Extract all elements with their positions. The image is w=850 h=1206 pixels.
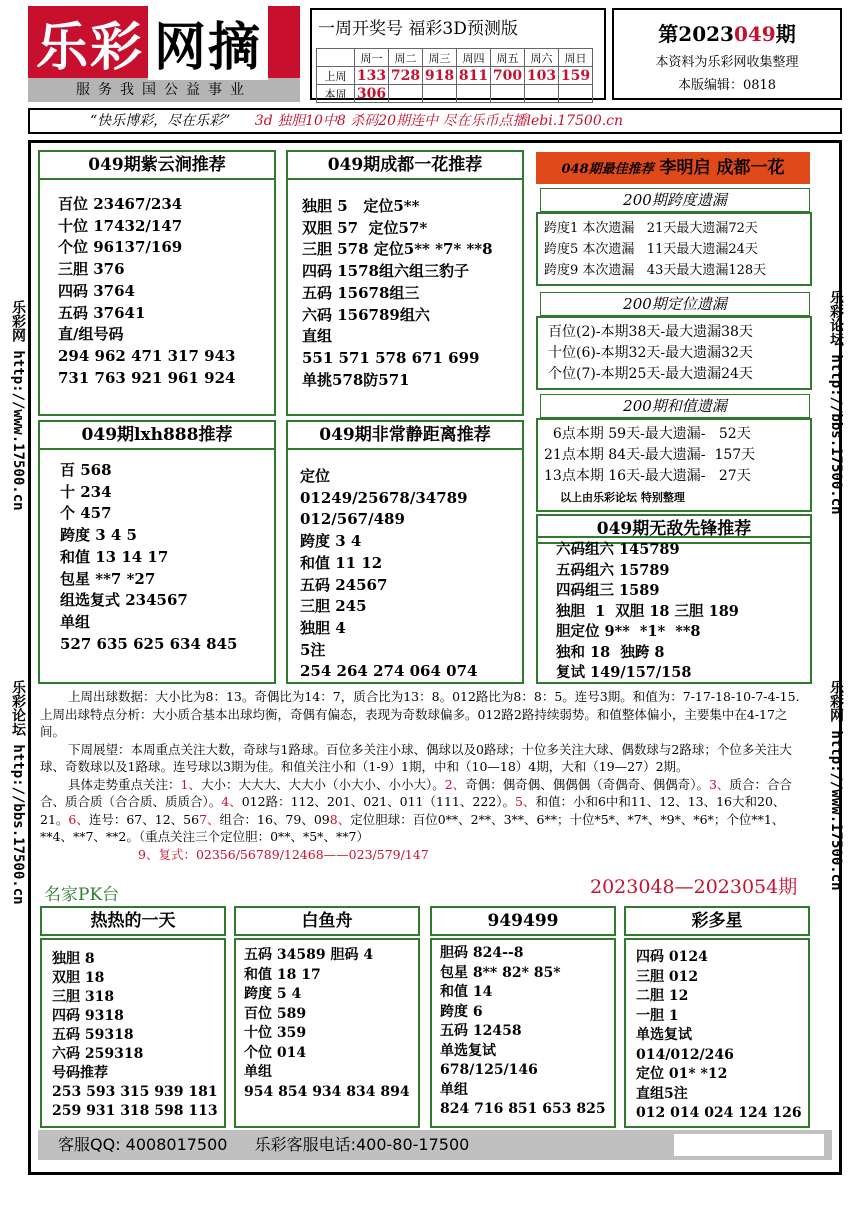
logo-mark (28, 6, 300, 78)
issue-number: 第2023049期 (658, 22, 796, 46)
logo-text-b: 网摘 (148, 5, 268, 80)
panel-body: 独胆 5 定位5** 双胆 57 定位57* 三胆 578 定位5** *7* **8 四码 1578组六组三豹子 五码 15678组三 六码 156789组六 直组 551 571 578 671 699 单挑578防571 (302, 197, 493, 389)
service-qq: 客服QQ: 4008017500 (58, 1135, 228, 1154)
panel-feichangjing (286, 444, 524, 684)
side-url-left-top[interactable]: 乐彩网 http://www.17500.cn (10, 300, 26, 511)
panel-title: 049期lxh888推荐 (38, 420, 276, 450)
draw-number: 159 (559, 67, 593, 85)
issue-range: 2023048—2023054期 (590, 876, 798, 898)
slogan-quote: “快乐博彩，尽在乐彩” (90, 113, 231, 129)
panel-body: 五码 34589 胆码 4 和值 18 17 跨度 5 4 百位 589 十位 359 个位 014 单组 954 854 934 834 894 (244, 947, 410, 1100)
day-header: 周日 (559, 49, 593, 67)
best-recommend-banner: 048期最佳推荐 李明启 成都一花 (536, 152, 810, 184)
contact-bar (38, 1130, 832, 1160)
pk-panel-949499 (430, 938, 616, 1128)
brand-logo (28, 6, 300, 102)
panel-title: 049期紫云涧推荐 (38, 150, 276, 180)
panel-chengduyihua (286, 176, 524, 416)
logo-tagline: 服务我国公益事业 (28, 78, 300, 102)
draw-number: 700 (491, 67, 525, 85)
last-week-analysis: 上周出球数据：大小比为8：13。奇偶比为14：7，质合比为13：8。012路比为8：8：5。连号3期。和值为：7-17-18-10-7-4-15.上周出球特点分析：大小质合基本出球均衡，奇偶有偏态，表现为奇数球偏多。012路2路持续弱势。和值整体偏小，主要集中在4-17之间。 (40, 689, 800, 739)
pk-title: 热热的一天 (40, 906, 226, 936)
panel-body: 胆码 824--8 包星 8** 82* 85* 和值 14 跨度 6 五码 12458 单选复试 678/125/146 单组 824 716 851 653 825 (440, 945, 606, 1117)
panel-body: 百位 23467/234 十位 17432/147 个位 96137/169 三胆 376 四码 3764 五码 37641 直/组号码 294 962 471 317 943 731 763 921 961 924 (58, 195, 236, 387)
side-url-right-bottom[interactable]: 乐彩网 http://www.17500.cn (828, 680, 844, 891)
draw-number: 728 (389, 67, 423, 85)
day-header: 周五 (491, 49, 525, 67)
slogan-bar (28, 108, 842, 134)
side-url-left-bottom[interactable]: 乐彩论坛 http://bbs.17500.cn (10, 680, 26, 905)
draw-number: 918 (423, 67, 457, 85)
span-miss-title: 200期跨度遗漏 (540, 188, 810, 212)
issue-box (612, 8, 842, 100)
span-miss-box: 跨度1 本次遗漏 21天最大遗漏72天 跨度5 本次遗漏 11天最大遗漏24天 跨度9 本次遗漏 43天最大遗漏128天 (536, 212, 812, 286)
day-header: 周四 (457, 49, 491, 67)
sum-miss-title: 200期和值遗漏 (540, 394, 810, 418)
week-title: 一周开奖号 福彩3D预测版 (318, 19, 518, 39)
day-header: 周一 (355, 49, 389, 67)
slogan-ad[interactable]: 3d 独胆10中8 杀码20期连中 尽在乐币点播lebi.17500.cn (254, 113, 624, 129)
draw-number (457, 85, 491, 103)
panel-title: 049期成都一花推荐 (286, 150, 524, 180)
draw-number: 306 (355, 85, 389, 103)
wudi-title: 049期无敌先锋推荐 (536, 514, 812, 544)
panel-body: 四码 0124 三胆 012 二胆 12 一胆 1 单选复试 014/012/246 定位 01* *12 直组5注 012 014 024 124 126 (636, 949, 802, 1121)
pk-panel-rere (40, 938, 226, 1128)
draw-number (559, 85, 593, 103)
day-header: 周六 (525, 49, 559, 67)
day-header: 周二 (389, 49, 423, 67)
source-note: 本资料为乐彩网收集整理 (655, 55, 799, 70)
draw-number: 103 (525, 67, 559, 85)
draw-number (491, 85, 525, 103)
this-week-label: 本周 (317, 85, 355, 103)
logo-text-a: 乐彩 (36, 17, 145, 78)
last-week-label: 上周 (317, 67, 355, 85)
week-table (316, 48, 593, 103)
draw-number (525, 85, 559, 103)
editor-note: 本版编辑：0818 (677, 78, 777, 93)
panel-lxh888 (38, 444, 276, 684)
panel-body: 独胆 8 双胆 18 三胆 318 四码 9318 五码 59318 六码 259318 号码推荐 253 593 315 939 181 259 931 318 598 113 (52, 951, 218, 1119)
pk-title: 白鱼舟 (234, 906, 420, 936)
pk-panel-baiyuzhou (234, 938, 420, 1128)
sum-miss-box: 6点本期 59天-最大遗漏- 52天 21点本期 84天-最大遗漏- 157天 13点本期 16天-最大遗漏- 27天 以上由乐彩论坛 特别整理 (536, 418, 812, 512)
draw-number: 811 (457, 67, 491, 85)
panel-body: 定位 01249/25678/34789 012/567/489 跨度 3 4 和值 11 12 五码 24567 三胆 245 独胆 4 5注 254 264 274 064 074 (300, 467, 478, 681)
compound-pick: 9、复式：02356/56789/12468——023/579/147 (138, 846, 429, 862)
panel-ziyunjian (38, 176, 276, 416)
draw-number (389, 85, 423, 103)
credit-note: 以上由乐彩论坛 特别整理 (560, 491, 685, 504)
pk-panel-caiduoxing (624, 938, 810, 1128)
side-url-right-top[interactable]: 乐彩论坛 http://bbs.17500.cn (828, 290, 844, 515)
position-miss-title: 200期定位遗漏 (540, 292, 810, 316)
service-phone: 乐彩客服电话:400-80-17500 (254, 1135, 470, 1154)
day-header: 周三 (423, 49, 457, 67)
draw-number (423, 85, 457, 103)
panel-title: 049期非常静距离推荐 (286, 420, 524, 450)
pk-title: 彩多星 (624, 906, 810, 936)
draw-number: 133 (355, 67, 389, 85)
pk-title: 949499 (430, 906, 616, 936)
analysis-text (40, 688, 812, 863)
week-draw-box (310, 8, 606, 100)
panel-wudi (536, 536, 812, 684)
panel-body: 百 568 十 234 个 457 跨度 3 4 5 和值 13 14 17 包星 **7 *27 组选复式 234567 单组 527 635 625 634 845 (60, 461, 238, 653)
next-week-outlook: 下周展望：本周重点关注大数，奇球与1路球。百位多关注小球、偶球以及0路球；十位多关注大球、偶数球与2路球；个位多关注大球、奇数球以及1路球。连号球以3期为佳。和值关注小和（1-9）1期，中和（10—18）4期，大和（19—27）2期。 (40, 741, 792, 774)
panel-body: 六码组六 145789 五码组六 15789 四码组三 1589 独胆 1 双胆 18 三胆 189 胆定位 9** *1* **8 独和 18 独跨 8 复试 149/157/158 (556, 541, 739, 681)
trend-focus: 具体走势重点关注：1、大小：大大大、大大小（小大小、小小大）。2、奇偶：偶奇偶、偶偶偶（奇偶奇、偶偶奇）。3、质合：合合合、质合质（合合质、质质合）。4、012路：112、201、021、011（111、222）。5、和值：小和6中和11、12、13、16大和20、21。6、连号：67、12、567、组合：16、79、098、定位胆球：百位0**、2**、3**、6**；十位*5*、*7*、*9*、*6*；个位**1、**4、**7、**2。（重点关注三个定位胆：0**、*5*、**7） (40, 776, 792, 844)
position-miss-box: 百位(2)-本期38天-最大遗漏38天 十位(6)-本期32天-最大遗漏32天 个位(7)-本期25天-最大遗漏24天 (536, 316, 812, 390)
blank-box (674, 1134, 824, 1156)
pk-label: 名家PK台 (44, 885, 120, 905)
